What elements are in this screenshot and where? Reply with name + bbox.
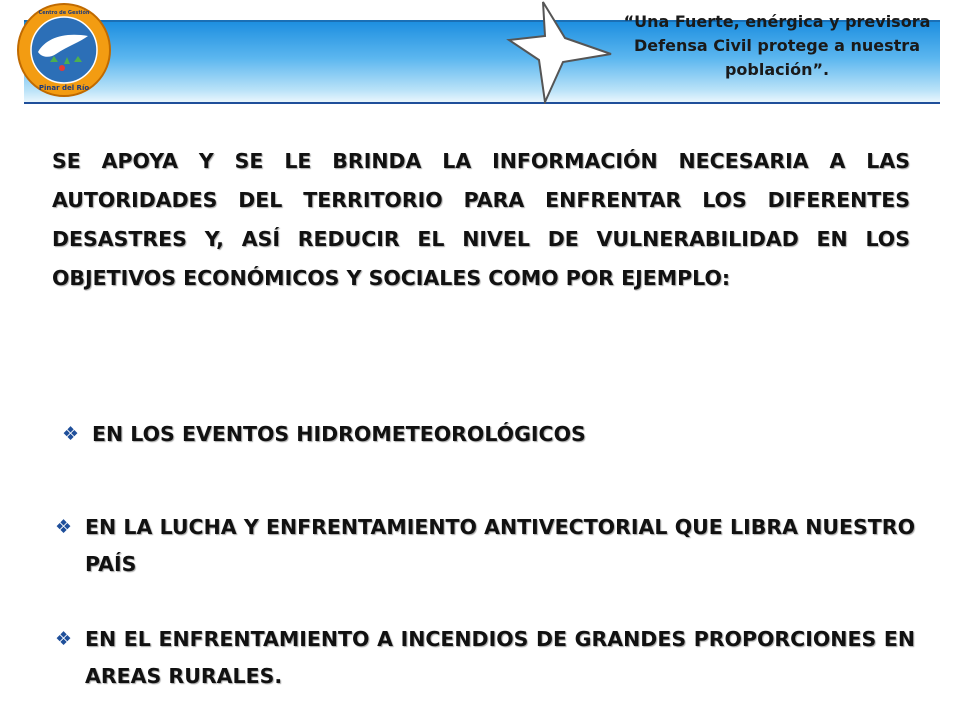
diamond-bullet-icon: ❖ (62, 423, 80, 445)
svg-text:Pinar del Río: Pinar del Río (38, 84, 90, 92)
bullet-item-hydrometeorological (62, 416, 762, 453)
svg-text:Centro de Gestión: Centro de Gestión (38, 10, 90, 16)
diamond-bullet-icon: ❖ (55, 628, 73, 650)
header-motto: “Una Fuerte, enérgica y previsora Defensa Civil protege a nuestra población”. (623, 12, 931, 79)
bullet-text: EN LOS EVENTOS HIDROMETEOROLÓGICOS (92, 422, 586, 446)
diamond-bullet-icon: ❖ (55, 516, 73, 538)
bullet-text: EN EL ENFRENTAMIENTO A INCENDIOS DE GRANDES PROPORCIONES EN AREAS RURALES. (85, 627, 915, 688)
intro-paragraph: SE APOYA Y SE LE BRINDA LA INFORMACIÓN NECESARIA A LAS AUTORIDADES DEL TERRITORIO PARA ENFRENTAR LOS DIFERENTES DESASTRES Y, ASÍ REDUCIR EL NIVEL DE VULNERABILIDAD EN LOS OBJETIVOS ECONÓMICOS Y SOCIALES COMO POR EJEMPLO: (52, 149, 910, 290)
bullet-text: EN LA LUCHA Y ENFRENTAMIENTO ANTIVECTORIAL QUE LIBRA NUESTRO PAÍS (85, 515, 915, 576)
bullet-item-antivectorial (55, 509, 915, 583)
bullet-item-rural-fires (55, 621, 915, 695)
header-bottom-line (24, 102, 940, 104)
star-icon (505, 0, 615, 104)
civil-defense-seal-icon (16, 2, 112, 98)
